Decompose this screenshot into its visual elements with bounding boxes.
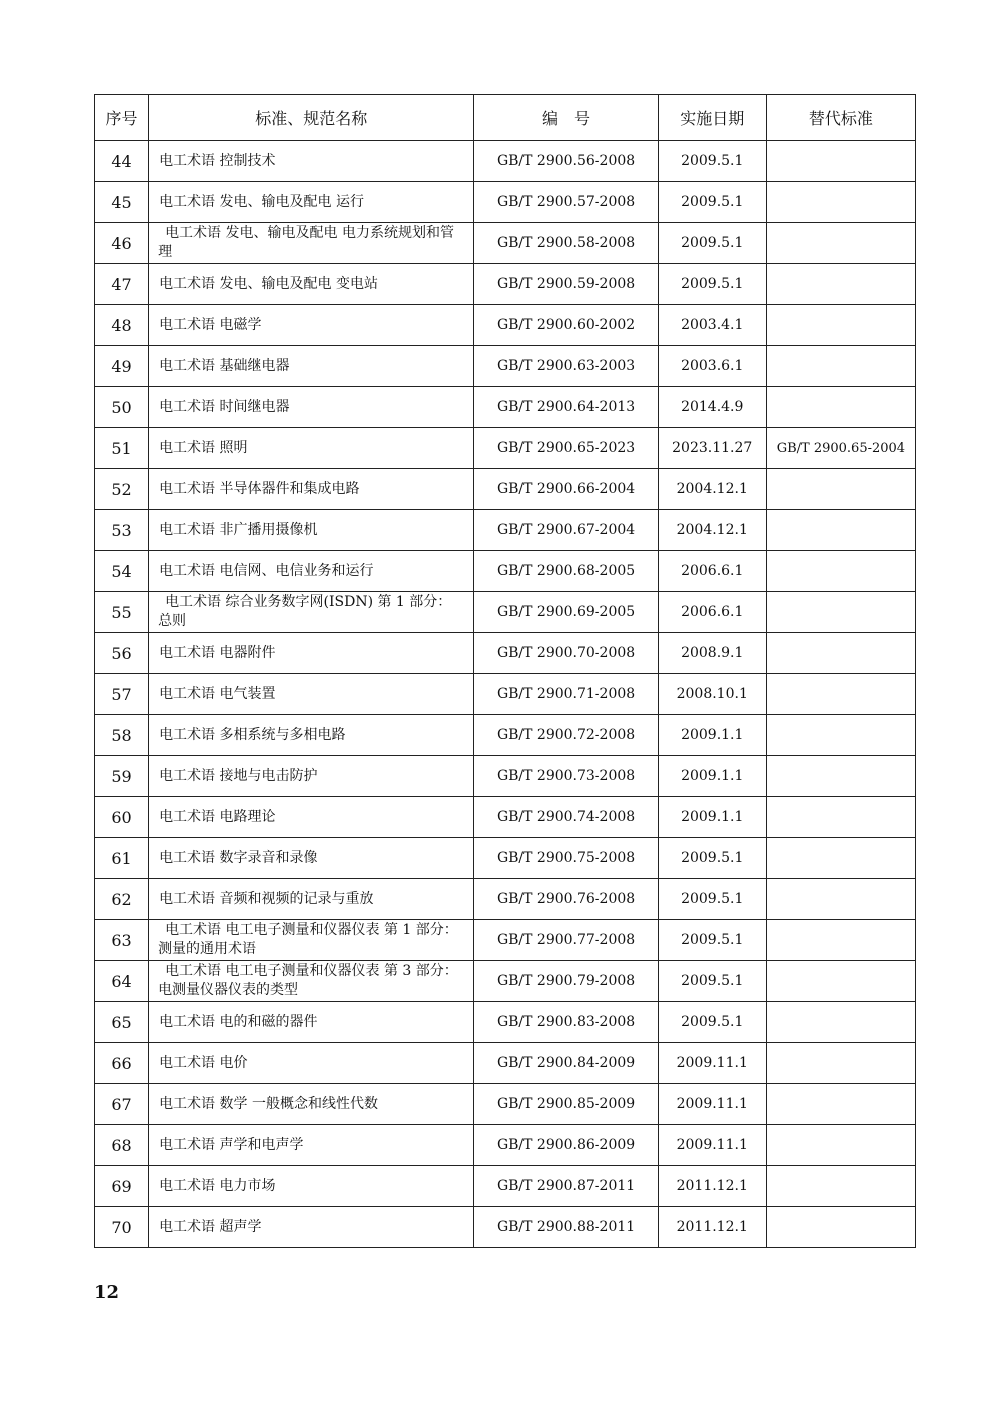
row-replaced: [766, 1002, 915, 1043]
row-code: GB/T 2900.86-2009: [474, 1125, 658, 1166]
table-row: [95, 1207, 916, 1248]
row-date: 2009.5.1: [658, 182, 766, 223]
row-code: GB/T 2900.79-2008: [474, 961, 658, 1002]
row-replaced: [766, 1084, 915, 1125]
row-code: GB/T 2900.73-2008: [474, 756, 658, 797]
table-row: [95, 141, 916, 182]
table-row: [95, 633, 916, 674]
row-date: 2004.12.1: [658, 469, 766, 510]
row-code: GB/T 2900.60-2002: [474, 305, 658, 346]
row-code: GB/T 2900.74-2008: [474, 797, 658, 838]
row-code: GB/T 2900.71-2008: [474, 674, 658, 715]
page-number: 12: [94, 1282, 120, 1303]
row-name: 电工术语 照明: [149, 428, 474, 469]
row-replaced: [766, 920, 915, 961]
row-name: 电工术语 控制技术: [149, 141, 474, 182]
row-name: 电工术语 音频和视频的记录与重放: [149, 879, 474, 920]
row-name: 电工术语 多相系统与多相电路: [149, 715, 474, 756]
row-replaced: [766, 305, 915, 346]
row-date: 2014.4.9: [658, 387, 766, 428]
row-seq: 46: [95, 223, 149, 264]
row-name: 电工术语 发电、输电及配电 运行: [149, 182, 474, 223]
row-code: GB/T 2900.57-2008: [474, 182, 658, 223]
row-code: GB/T 2900.59-2008: [474, 264, 658, 305]
row-seq: 70: [95, 1207, 149, 1248]
row-code: GB/T 2900.64-2013: [474, 387, 658, 428]
row-date: 2009.1.1: [658, 797, 766, 838]
row-date: 2008.9.1: [658, 633, 766, 674]
row-name: 电工术语 电器附件: [149, 633, 474, 674]
row-name: 电工术语 非广播用摄像机: [149, 510, 474, 551]
table-header-row: [95, 95, 916, 141]
row-replaced: [766, 141, 915, 182]
row-date: 2009.1.1: [658, 756, 766, 797]
table-row: [95, 510, 916, 551]
row-code: GB/T 2900.84-2009: [474, 1043, 658, 1084]
row-date: 2009.5.1: [658, 1002, 766, 1043]
row-code: GB/T 2900.87-2011: [474, 1166, 658, 1207]
row-code: GB/T 2900.76-2008: [474, 879, 658, 920]
table-row: [95, 387, 916, 428]
row-replaced: [766, 633, 915, 674]
row-date: 2009.5.1: [658, 223, 766, 264]
row-seq: 61: [95, 838, 149, 879]
row-code: GB/T 2900.77-2008: [474, 920, 658, 961]
table-row: [95, 756, 916, 797]
row-seq: 51: [95, 428, 149, 469]
row-replaced: [766, 1125, 915, 1166]
row-code: GB/T 2900.66-2004: [474, 469, 658, 510]
row-name: 电工术语 超声学: [149, 1207, 474, 1248]
row-replaced: [766, 346, 915, 387]
table-row: [95, 920, 916, 961]
row-seq: 56: [95, 633, 149, 674]
row-date: 2006.6.1: [658, 592, 766, 633]
row-seq: 65: [95, 1002, 149, 1043]
row-code: GB/T 2900.69-2005: [474, 592, 658, 633]
table-row: [95, 264, 916, 305]
header-replaced: 替代标准: [766, 95, 915, 141]
table-row: [95, 469, 916, 510]
table-row: [95, 223, 916, 264]
row-name: 电工术语 电工电子测量和仪器仪表 第 1 部分：测量的通用术语: [149, 920, 474, 961]
row-date: 2009.5.1: [658, 879, 766, 920]
row-name: 电工术语 半导体器件和集成电路: [149, 469, 474, 510]
row-replaced: [766, 223, 915, 264]
row-name: 电工术语 声学和电声学: [149, 1125, 474, 1166]
row-date: 2023.11.27: [658, 428, 766, 469]
row-replaced: [766, 715, 915, 756]
row-date: 2009.5.1: [658, 920, 766, 961]
table-row: [95, 305, 916, 346]
row-date: 2009.5.1: [658, 264, 766, 305]
row-date: 2009.11.1: [658, 1084, 766, 1125]
table-row: [95, 1125, 916, 1166]
row-code: GB/T 2900.70-2008: [474, 633, 658, 674]
row-code: GB/T 2900.83-2008: [474, 1002, 658, 1043]
row-code: GB/T 2900.88-2011: [474, 1207, 658, 1248]
row-date: 2004.12.1: [658, 510, 766, 551]
table-body: [95, 141, 916, 1248]
row-seq: 55: [95, 592, 149, 633]
row-replaced: [766, 756, 915, 797]
row-date: 2009.5.1: [658, 961, 766, 1002]
row-replaced: [766, 879, 915, 920]
row-seq: 54: [95, 551, 149, 592]
row-seq: 47: [95, 264, 149, 305]
row-replaced: [766, 510, 915, 551]
row-code: GB/T 2900.58-2008: [474, 223, 658, 264]
table-row: [95, 346, 916, 387]
table-row: [95, 1043, 916, 1084]
table-row: [95, 797, 916, 838]
row-replaced: [766, 674, 915, 715]
table-row: [95, 961, 916, 1002]
header-name: 标准、规范名称: [149, 95, 474, 141]
row-seq: 45: [95, 182, 149, 223]
row-code: GB/T 2900.68-2005: [474, 551, 658, 592]
row-replaced: [766, 592, 915, 633]
table-row: [95, 1002, 916, 1043]
row-seq: 50: [95, 387, 149, 428]
row-seq: 67: [95, 1084, 149, 1125]
row-code: GB/T 2900.63-2003: [474, 346, 658, 387]
row-replaced: [766, 551, 915, 592]
row-date: 2009.5.1: [658, 838, 766, 879]
row-name: 电工术语 综合业务数字网(ISDN) 第 1 部分：总则: [149, 592, 474, 633]
row-seq: 68: [95, 1125, 149, 1166]
row-replaced: [766, 1043, 915, 1084]
row-name: 电工术语 发电、输电及配电 电力系统规划和管理: [149, 223, 474, 264]
row-name: 电工术语 时间继电器: [149, 387, 474, 428]
row-name: 电工术语 电路理论: [149, 797, 474, 838]
row-seq: 58: [95, 715, 149, 756]
table-row: [95, 182, 916, 223]
row-code: GB/T 2900.72-2008: [474, 715, 658, 756]
row-replaced: [766, 838, 915, 879]
row-name: 电工术语 电力市场: [149, 1166, 474, 1207]
table-row: [95, 592, 916, 633]
row-seq: 57: [95, 674, 149, 715]
table-row: [95, 428, 916, 469]
row-seq: 52: [95, 469, 149, 510]
table-row: [95, 551, 916, 592]
row-replaced: [766, 797, 915, 838]
row-name: 电工术语 发电、输电及配电 变电站: [149, 264, 474, 305]
table-row: [95, 674, 916, 715]
row-name: 电工术语 电气装置: [149, 674, 474, 715]
header-code: 编 号: [474, 95, 658, 141]
row-name: 电工术语 电工电子测量和仪器仪表 第 3 部分：电测量仪器仪表的类型: [149, 961, 474, 1002]
row-seq: 62: [95, 879, 149, 920]
row-seq: 60: [95, 797, 149, 838]
row-date: 2011.12.1: [658, 1207, 766, 1248]
row-date: 2009.5.1: [658, 141, 766, 182]
row-replaced: [766, 264, 915, 305]
table-row: [95, 879, 916, 920]
row-name: 电工术语 电的和磁的器件: [149, 1002, 474, 1043]
row-replaced: [766, 387, 915, 428]
header-seq: 序号: [95, 95, 149, 141]
row-code: GB/T 2900.56-2008: [474, 141, 658, 182]
row-date: 2003.6.1: [658, 346, 766, 387]
table-row: [95, 1084, 916, 1125]
row-replaced: [766, 1207, 915, 1248]
row-seq: 66: [95, 1043, 149, 1084]
row-seq: 49: [95, 346, 149, 387]
row-name: 电工术语 电磁学: [149, 305, 474, 346]
row-name: 电工术语 电价: [149, 1043, 474, 1084]
row-replaced: [766, 961, 915, 1002]
row-replaced: [766, 182, 915, 223]
table-row: [95, 838, 916, 879]
row-date: 2008.10.1: [658, 674, 766, 715]
row-date: 2009.11.1: [658, 1125, 766, 1166]
row-code: GB/T 2900.75-2008: [474, 838, 658, 879]
row-seq: 48: [95, 305, 149, 346]
table-row: [95, 715, 916, 756]
row-name: 电工术语 数字录音和录像: [149, 838, 474, 879]
row-date: 2009.11.1: [658, 1043, 766, 1084]
row-replaced: [766, 1166, 915, 1207]
row-replaced: GB/T 2900.65-2004: [766, 428, 915, 469]
table-row: [95, 1166, 916, 1207]
row-seq: 64: [95, 961, 149, 1002]
row-seq: 59: [95, 756, 149, 797]
row-date: 2006.6.1: [658, 551, 766, 592]
row-name: 电工术语 电信网、电信业务和运行: [149, 551, 474, 592]
standards-table: [94, 94, 916, 1248]
row-code: GB/T 2900.65-2023: [474, 428, 658, 469]
header-date: 实施日期: [658, 95, 766, 141]
row-seq: 69: [95, 1166, 149, 1207]
row-name: 电工术语 基础继电器: [149, 346, 474, 387]
row-seq: 53: [95, 510, 149, 551]
row-code: GB/T 2900.67-2004: [474, 510, 658, 551]
row-seq: 44: [95, 141, 149, 182]
row-date: 2009.1.1: [658, 715, 766, 756]
row-date: 2003.4.1: [658, 305, 766, 346]
row-name: 电工术语 数学 一般概念和线性代数: [149, 1084, 474, 1125]
row-replaced: [766, 469, 915, 510]
row-date: 2011.12.1: [658, 1166, 766, 1207]
row-name: 电工术语 接地与电击防护: [149, 756, 474, 797]
row-seq: 63: [95, 920, 149, 961]
row-code: GB/T 2900.85-2009: [474, 1084, 658, 1125]
